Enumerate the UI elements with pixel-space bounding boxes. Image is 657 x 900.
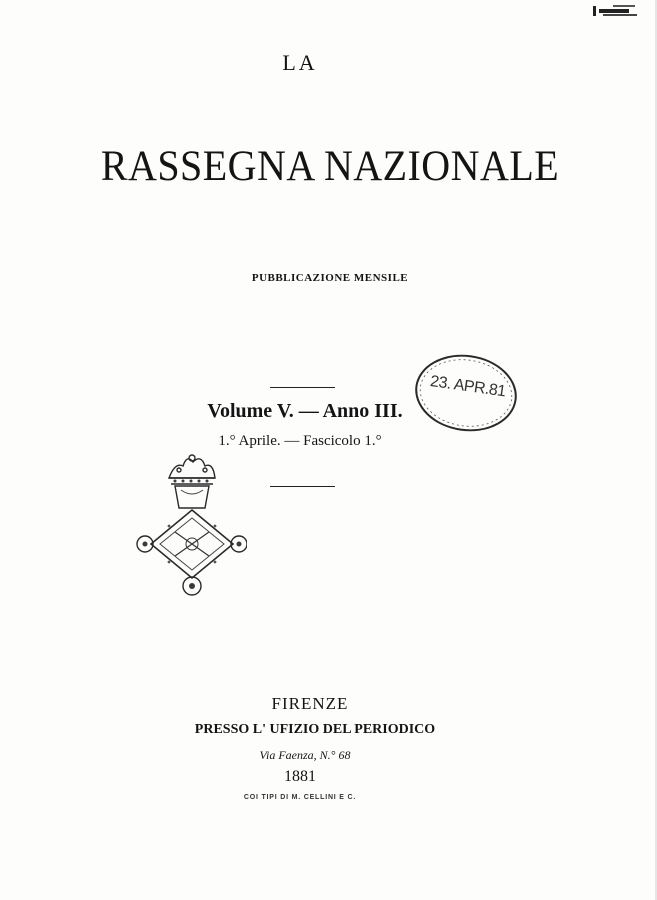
imprint-printer: COI TIPI DI M. CELLINI E C. xyxy=(243,794,357,801)
imprint-city: FIRENZE xyxy=(271,694,349,713)
volume-line: Volume V. — Anno III. xyxy=(207,400,403,422)
issue-line: 1.° Aprile. — Fascicolo 1.° xyxy=(218,433,382,449)
rule-bottom xyxy=(270,486,335,487)
imprint-year: 1881 xyxy=(284,768,316,785)
journal-title: RASSEGNA NAZIONALE xyxy=(100,143,560,190)
rule-top xyxy=(270,387,335,388)
journal-subtitle: PUBBLICAZIONE MENSILE xyxy=(251,272,409,284)
scan-corner-mark xyxy=(593,4,653,20)
title-article: LA xyxy=(282,50,318,75)
crowned-emblem-icon xyxy=(135,448,247,598)
imprint-address: Via Faenza, N.° 68 xyxy=(259,748,351,762)
stamp-date: 23. APR.81 xyxy=(429,372,507,401)
library-stamp xyxy=(408,345,524,441)
imprint-publisher: PRESSO L' UFIZIO DEL PERIODICO xyxy=(194,722,436,737)
